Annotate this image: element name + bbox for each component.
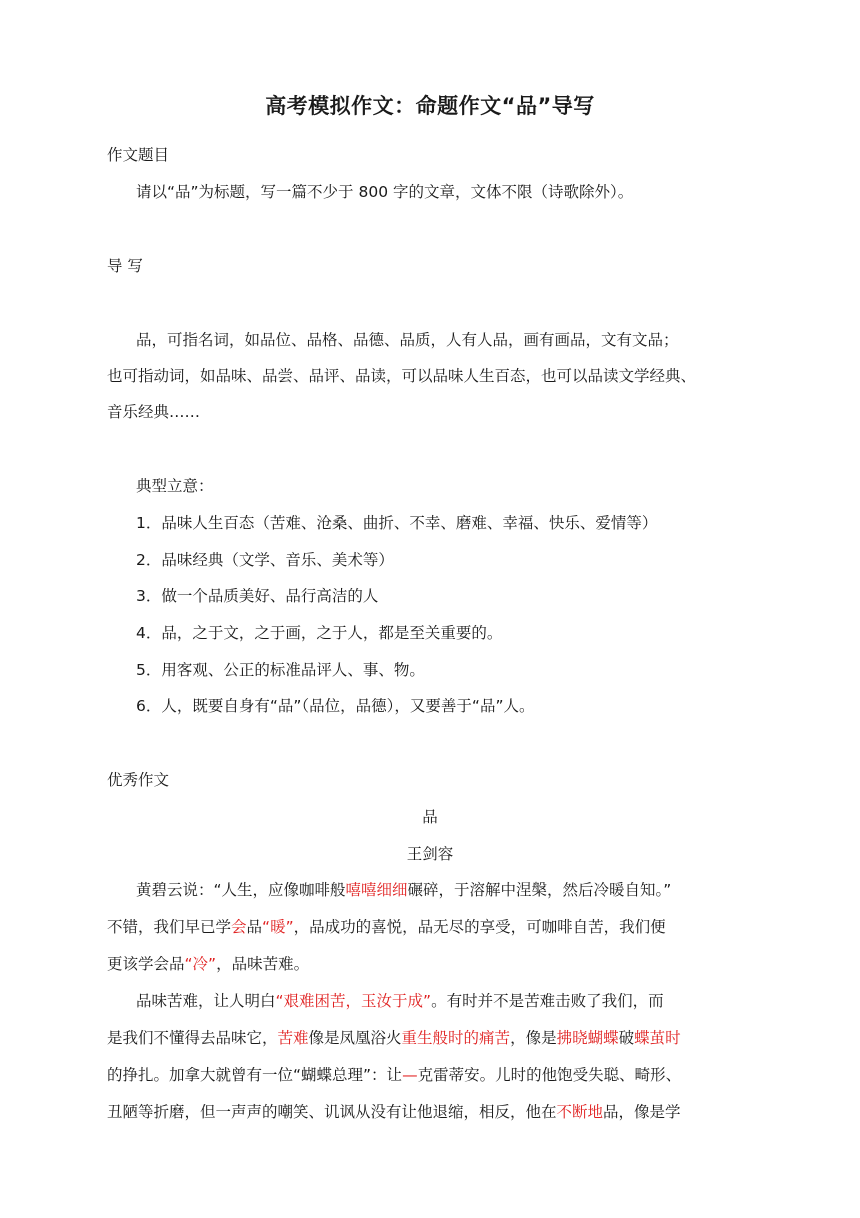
- topic-heading: 作文题目: [107, 146, 170, 164]
- essay-line: [136, 880, 756, 900]
- guide-paragraph-line: 音乐经典……: [107, 403, 201, 421]
- highlight-text: —: [402, 1066, 418, 1084]
- highlight-text: “冷”: [184, 955, 217, 973]
- highlight-text: 会: [231, 918, 247, 936]
- highlight-text: 不断地: [556, 1103, 604, 1121]
- essay-heading: 优秀作文: [107, 771, 170, 789]
- highlight-text: “艰难困苦，玉汝于成”: [275, 992, 432, 1010]
- idea-item: 4．品，之于文，之于画，之于人，都是至关重要的。: [136, 624, 503, 642]
- essay-text: 碾碎，于溶解中涅槃，然后冷暖自知。”: [407, 881, 672, 899]
- essay-text: 克雷蒂安。儿时的他饱受失聪、畸形、: [417, 1066, 682, 1084]
- idea-item: 1．品味人生百态（苦难、沧桑、曲折、不幸、磨难、幸福、快乐、爱情等）: [136, 514, 658, 532]
- essay-text: 品: [246, 918, 263, 936]
- essay-text: 破: [618, 1029, 635, 1047]
- essay-line: [136, 991, 756, 1011]
- highlight-text: 重生般时的痛苦: [401, 1029, 511, 1047]
- topic-prompt: 请以“品”为标题，写一篇不少于 800 字的文章，文体不限（诗歌除外）。: [136, 183, 634, 201]
- essay-author: 王剑容: [406, 845, 454, 863]
- essay-text: 。有时并不是苦难击败了我们，而: [431, 992, 664, 1010]
- essay-text: 像是凤凰浴火: [308, 1029, 402, 1047]
- essay-line: [107, 1065, 757, 1085]
- essay-text: 的挣扎。加拿大就曾有一位“蝴蝶总理”：让: [107, 1066, 403, 1084]
- essay-text: ，品味苦难。: [216, 955, 310, 973]
- essay-text: 品，像是学: [603, 1103, 681, 1121]
- ideas-label: 典型立意：: [136, 477, 214, 495]
- highlight-text: 蝶茧时: [634, 1029, 681, 1047]
- essay-text: 更该学会品: [107, 955, 185, 973]
- guide-paragraph-line: 也可指动词，如品味、品尝、品评、品读，可以品味人生百态，也可以品读文学经典、: [107, 367, 697, 385]
- essay-line: [107, 1028, 757, 1048]
- essay-text: ，像是: [510, 1029, 557, 1047]
- highlight-text: “暖”: [262, 918, 294, 936]
- highlight-text: 拂晓蝴蝶: [556, 1029, 619, 1047]
- essay-text: 黄碧云说：“人生，应像咖啡般: [136, 881, 346, 899]
- page-title: 高考模拟作文：命题作文“品”导写: [265, 94, 595, 118]
- guide-heading: 导 写: [107, 257, 143, 275]
- essay-text: ，品成功的喜悦，品无尽的享受，可咖啡自苦，我们便: [293, 918, 666, 936]
- essay-text: 不错，我们早已学: [107, 918, 232, 936]
- idea-item: 5．用客观、公正的标准品评人、事、物。: [136, 661, 425, 679]
- essay-text: 是我们不懂得去品味它，: [107, 1029, 278, 1047]
- idea-item: 2．品味经典（文学、音乐、美术等）: [136, 551, 394, 569]
- essay-text: 品味苦难，让人明白: [136, 992, 276, 1010]
- essay-text: 丑陋等折磨，但一声声的嘲笑、讥讽从没有让他退缩，相反，他在: [107, 1103, 557, 1121]
- essay-line: [107, 917, 757, 937]
- guide-paragraph-line: 品，可指名词，如品位、品格、品德、品质，人有人品，画有画品，文有文品；: [136, 331, 679, 349]
- highlight-text: 嘻嘻细细: [345, 881, 408, 899]
- essay-line: [107, 954, 757, 974]
- idea-item: 3．做一个品质美好、品行高洁的人: [136, 587, 379, 605]
- essay-line: [107, 1102, 757, 1122]
- highlight-text: 苦难: [277, 1029, 309, 1047]
- essay-title: 品: [422, 808, 438, 826]
- idea-item: 6．人，既要自身有“品”（品位，品德），又要善于“品”人。: [136, 697, 535, 715]
